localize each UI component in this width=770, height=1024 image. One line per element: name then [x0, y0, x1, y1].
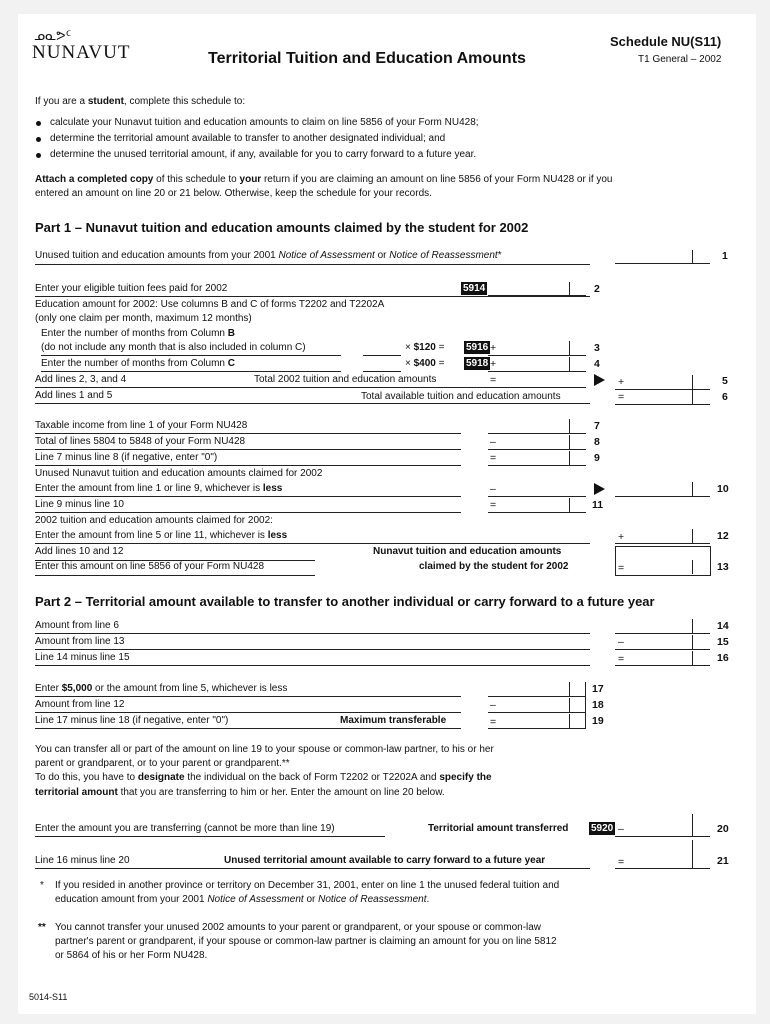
- line-number: 10: [717, 483, 729, 495]
- line20-amount-field[interactable]: [615, 836, 710, 837]
- code-5918: 5918: [466, 358, 489, 369]
- line17-c: or the amount from line 5, whichever is less: [92, 683, 288, 694]
- line13-label-b: Enter this amount on line 5856 of your Form NU428: [35, 561, 265, 572]
- line-number: 20: [717, 823, 729, 835]
- p3-a: To do this, you have to: [35, 772, 138, 783]
- line21-label: Line 16 minus line 20: [35, 855, 130, 866]
- line20-total-label: Territorial amount transferred: [428, 823, 569, 834]
- f1-f: .: [426, 894, 430, 905]
- line5-label: Add lines 2, 3, and 4: [35, 374, 127, 385]
- line11-amount-field[interactable]: [488, 512, 586, 513]
- line3-multiplier: [405, 342, 445, 353]
- line4-b: C: [227, 358, 235, 369]
- line8-label: Total of lines 5804 to 5848 of your Form NU428: [35, 436, 246, 447]
- mult4-c: =: [435, 358, 445, 369]
- mult4-b: $400: [413, 358, 436, 369]
- attach-d: return if you are claiming an amount on line 5856 of your Form NU428 or if you: [261, 174, 613, 185]
- equals-sign: =: [490, 452, 497, 464]
- line19-label: Line 17 minus line 18 (if negative, enter "0"): [35, 715, 229, 726]
- p3-c: the individual on the back of Form T2202 or T2202A and: [184, 772, 440, 783]
- minus-sign: –: [618, 636, 624, 648]
- p4-a: territorial amount: [35, 787, 118, 798]
- footnote-2-line-1: You cannot transfer your unused 2002 amounts to your parent or grandparent, or your spouse or common-law: [55, 922, 542, 933]
- line10-amount-field[interactable]: [615, 496, 710, 497]
- line3-amount-field[interactable]: [488, 355, 586, 356]
- page-title: Territorial Tuition and Education Amounts: [208, 50, 526, 67]
- minus-sign: –: [618, 823, 624, 835]
- line14-label: Amount from line 6: [35, 620, 119, 631]
- line-number: 6: [722, 391, 728, 403]
- line3-a: Enter the number of months from Column: [41, 328, 228, 339]
- line-number: 21: [717, 855, 729, 867]
- line10-label: [35, 483, 282, 494]
- footnote-1-line-2: [55, 894, 429, 905]
- mult4-a: ×: [405, 358, 414, 369]
- line-number: 11: [592, 499, 604, 511]
- bullet-icon: [36, 153, 41, 158]
- line1-d: Notice of Reassessment: [389, 250, 498, 261]
- f1-d: or: [303, 894, 319, 905]
- nunavut-syllabics-logo: ᓄᓇᕗᑦ: [34, 28, 72, 43]
- line3-label-b: (do not include any month that is also included in column C): [41, 342, 306, 353]
- line-number: 3: [594, 342, 600, 354]
- line15-amount-field[interactable]: [615, 649, 710, 650]
- line7-amount-field[interactable]: [488, 433, 586, 434]
- line4-multiplier: [405, 358, 445, 369]
- line1-amount-field[interactable]: [615, 263, 710, 264]
- line6-label: Add lines 1 and 5: [35, 390, 113, 401]
- mult3-a: ×: [405, 342, 414, 353]
- intro-lead-a: If you are a: [35, 96, 88, 107]
- line4-label: [41, 358, 235, 369]
- line12-a: Enter the amount from line 5 or line 11, whichever is: [35, 530, 268, 541]
- equals-sign: =: [618, 653, 625, 665]
- line-number: 7: [594, 420, 600, 432]
- equals-sign: =: [618, 856, 625, 868]
- line1-a: Unused tuition and education amounts from your 2001: [35, 250, 279, 261]
- attach-instruction-2: entered an amount on line 20 or 21 below. Otherwise, keep the schedule for your records.: [35, 188, 432, 199]
- line1-e: *: [497, 250, 502, 261]
- line1-b: Notice of Assessment: [278, 250, 375, 261]
- p3-d: specify the: [439, 772, 492, 783]
- line13-total-label-1: Nunavut tuition and education amounts: [373, 546, 562, 557]
- mult3-b: $120: [413, 342, 436, 353]
- line14-amount-field[interactable]: [615, 633, 710, 634]
- footnote-1-mark: *: [40, 880, 44, 891]
- line19-amount-field[interactable]: [488, 728, 586, 729]
- intro-bullet-1: calculate your Nunavut tuition and education amounts to claim on line 5856 of your Form NU428;: [50, 117, 479, 128]
- line9-label: Line 7 minus line 8 (if negative, enter "0"): [35, 452, 218, 463]
- line-number: 17: [592, 683, 604, 695]
- bullet-icon: [36, 121, 41, 126]
- line10-heading: Unused Nunavut tuition and education amounts claimed for 2002: [35, 468, 323, 479]
- line-number: 14: [717, 620, 729, 632]
- line10-b: less: [262, 483, 283, 494]
- plus-sign: +: [618, 531, 625, 543]
- form-page: [18, 14, 756, 1014]
- plus-sign: +: [618, 376, 625, 388]
- line-number: 9: [594, 452, 600, 464]
- footnote-2-line-2: partner's parent or grandparent, if your spouse or common-law partner is claiming an amount for you on line 5812: [55, 936, 557, 947]
- nunavut-logo-text: NUNAVUT: [32, 42, 131, 63]
- line12-amount-field[interactable]: [615, 543, 710, 544]
- line-number: 16: [717, 652, 729, 664]
- equals-sign: =: [490, 716, 497, 728]
- equals-sign: =: [618, 391, 625, 403]
- line17-label: [35, 683, 287, 694]
- line9-amount-field[interactable]: [488, 465, 586, 466]
- line-number: 4: [594, 358, 600, 370]
- line17-amount-field[interactable]: [488, 682, 586, 728]
- line4-a: Enter the number of months from Column: [41, 358, 228, 369]
- intro-bullet-3: determine the unused territorial amount, if any, available for you to carry forward to a future year.: [50, 149, 477, 160]
- line19-total-label: Maximum transferable: [340, 715, 447, 726]
- arrow-right-icon: [594, 483, 605, 495]
- education-heading-2: (only one claim per month, maximum 12 months): [35, 313, 252, 324]
- line1-c: or: [374, 250, 390, 261]
- line13-amount-field[interactable]: [615, 546, 711, 576]
- transfer-paragraph-3: [35, 772, 492, 783]
- schedule-label: Schedule NU(S11): [610, 34, 722, 49]
- transfer-paragraph-4: [35, 787, 445, 798]
- p4-b: that you are transferring to him or her. Enter the amount on line 20 below.: [117, 787, 445, 798]
- intro-lead: [35, 96, 245, 107]
- line6-total-label: Total available tuition and education amounts: [361, 391, 561, 402]
- equals-sign: =: [618, 562, 625, 574]
- line-number: 18: [592, 699, 604, 711]
- line12-b: less: [267, 530, 288, 541]
- minus-sign: –: [490, 699, 496, 711]
- mult3-c: =: [435, 342, 445, 353]
- line-number: 1: [722, 250, 728, 262]
- part2-heading: Part 2 – Territorial amount available to transfer to another individual or carry forward to a future year: [35, 594, 655, 609]
- line13-total-label-2: claimed by the student for 2002: [419, 561, 569, 572]
- line2-amount-field[interactable]: [488, 295, 586, 296]
- equals-sign: =: [490, 499, 497, 511]
- line20-label: Enter the amount you are transferring (cannot be more than line 19): [35, 823, 335, 834]
- f1-c: Notice of Assessment: [207, 894, 304, 905]
- plus-sign: +: [490, 358, 497, 370]
- attach-a: Attach a completed copy: [35, 174, 154, 185]
- footnote-2-line-3: or 5864 of his or her Form NU428.: [55, 950, 208, 961]
- code-5920: 5920: [591, 823, 614, 834]
- line-number: 5: [722, 375, 728, 387]
- f1-b: education amount from your 2001: [55, 894, 208, 905]
- line10-subtotal-field[interactable]: [488, 496, 586, 497]
- line7-label: Taxable income from line 1 of your Form NU428: [35, 420, 248, 431]
- intro-lead-c: , complete this schedule to:: [123, 96, 246, 107]
- arrow-right-icon: [594, 374, 605, 386]
- line21-total-label: Unused territorial amount available to carry forward to a future year: [224, 855, 546, 866]
- line3-b: B: [227, 328, 235, 339]
- line-number: 8: [594, 436, 600, 448]
- line18-amount-field[interactable]: [488, 712, 586, 713]
- line-number: 12: [717, 530, 729, 542]
- part1-heading: Part 1 – Nunavut tuition and education amounts claimed by the student for 2002: [35, 220, 529, 235]
- form-label: T1 General – 2002: [638, 54, 722, 65]
- line2-label: Enter your eligible tuition fees paid for 2002: [35, 283, 228, 294]
- footnote-1-line-1: If you resided in another province or territory on December 31, 2001, enter on line 1 the unused federal tuition and: [55, 880, 560, 891]
- line11-label: Line 9 minus line 10: [35, 499, 124, 510]
- footnote-2-mark: **: [38, 922, 46, 933]
- line17-b: $5,000: [61, 683, 93, 694]
- line-number: 2: [594, 283, 600, 295]
- minus-sign: –: [490, 436, 496, 448]
- transfer-paragraph-1: You can transfer all or part of the amount on line 19 to your spouse or common-law partner, to his or her: [35, 744, 494, 755]
- line10-a: Enter the amount from line 1 or line 9, whichever is: [35, 483, 263, 494]
- line21-amount-field[interactable]: [615, 868, 710, 869]
- bullet-icon: [36, 137, 41, 142]
- f1-e: Notice of Reassessment: [318, 894, 427, 905]
- line16-label: Line 14 minus line 15: [35, 652, 130, 663]
- line4-months-field[interactable]: [363, 371, 401, 372]
- intro-bullet-2: determine the territorial amount available to transfer to another designated individual; and: [50, 133, 446, 144]
- line5-amount-field[interactable]: [615, 389, 710, 390]
- line5-subtotal-field[interactable]: [488, 387, 586, 388]
- line-number: 13: [717, 561, 729, 573]
- line13-label-a: Add lines 10 and 12: [35, 546, 124, 557]
- code-5914: 5914: [463, 283, 486, 294]
- line3-label-a: [41, 328, 235, 339]
- attach-b: of this schedule to: [153, 174, 240, 185]
- line4-amount-field[interactable]: [488, 371, 586, 372]
- line12-heading: 2002 tuition and education amounts claimed for 2002:: [35, 515, 273, 526]
- line12-label: [35, 530, 287, 541]
- line-number: 15: [717, 636, 729, 648]
- line15-label: Amount from line 13: [35, 636, 125, 647]
- line1-label: [35, 250, 502, 261]
- equals-sign: =: [490, 374, 497, 386]
- attach-c: your: [239, 174, 262, 185]
- line6-amount-field[interactable]: [615, 404, 710, 405]
- line-number: 19: [592, 715, 604, 727]
- intro-lead-b: student: [87, 96, 124, 107]
- attach-instruction: [35, 174, 613, 185]
- minus-sign: –: [490, 483, 496, 495]
- p3-b: designate: [137, 772, 185, 783]
- education-heading: Education amount for 2002: Use columns B and C of forms T2202 and T2202A: [35, 299, 385, 310]
- line5-total-label: Total 2002 tuition and education amounts: [254, 374, 437, 385]
- form-code: 5014-S11: [29, 992, 68, 1002]
- line16-amount-field[interactable]: [615, 665, 710, 666]
- line3-months-field[interactable]: [363, 355, 401, 356]
- transfer-paragraph-2: parent or grandparent, or to your parent or grandparent.**: [35, 758, 290, 769]
- line8-amount-field[interactable]: [488, 449, 586, 450]
- code-5916: 5916: [466, 342, 489, 353]
- plus-sign: +: [490, 342, 497, 354]
- line17-a: Enter: [35, 683, 62, 694]
- line18-label: Amount from line 12: [35, 699, 125, 710]
